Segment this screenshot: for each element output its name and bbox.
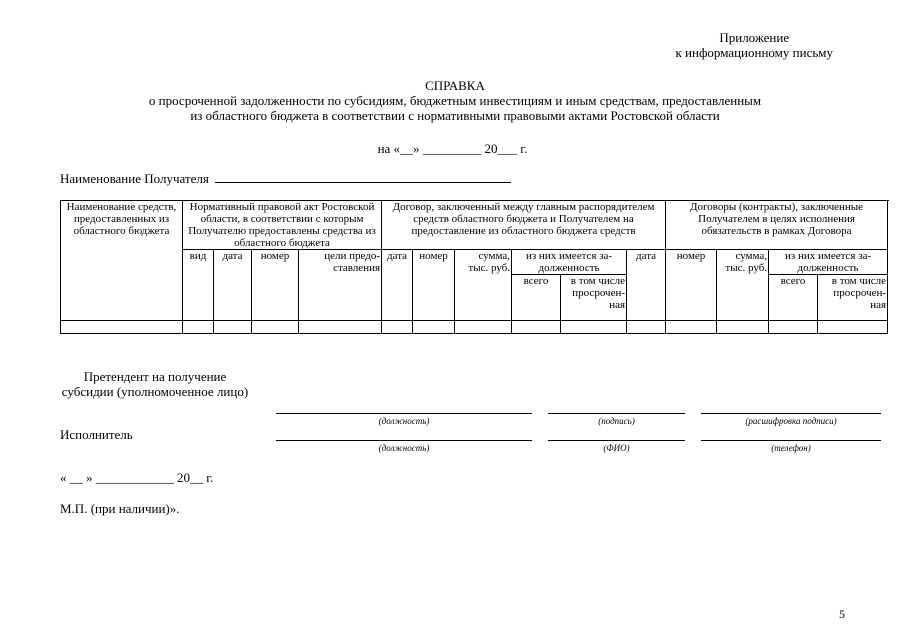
header-act-purpose: цели предо-ставления [299, 250, 382, 321]
recipient-blank-line [215, 170, 511, 183]
table-cell [61, 321, 183, 334]
header-contracts: Договоры (контракты), заключенные Получателем в целях исполнения обязательств в рамках Договора [666, 201, 888, 250]
applicant-decoding-caption: (расшифровка подписи) [745, 416, 837, 426]
header-agr-debt: из них имеется за-долженность [512, 250, 627, 275]
header-agr-sum: сумма, тыс. руб. [455, 250, 512, 321]
executor-name-line [548, 440, 685, 441]
table-cell [299, 321, 382, 334]
executor-name-caption: (ФИО) [603, 443, 630, 453]
header-con-overdue: в том числе просрочен-ная [818, 275, 888, 321]
executor-label: Исполнитель [60, 427, 133, 442]
table-cell [183, 321, 214, 334]
table-cell [413, 321, 455, 334]
header-legal-act: Нормативный правовой акт Ростовской области, в соответствии с которым Получателю предоставлены средства из областного бюджета [183, 201, 382, 250]
applicant-decoding-line [701, 413, 881, 414]
executor-phone-line [701, 440, 881, 441]
table-cell [561, 321, 627, 334]
table-cell [769, 321, 818, 334]
debt-table [60, 200, 888, 334]
header-act-number: номер [252, 250, 299, 321]
applicant-signature-caption: (подпись) [598, 416, 635, 426]
header-agr-date: дата [382, 250, 413, 321]
table-header-row-1 [61, 201, 888, 250]
header-con-number: номер [666, 250, 717, 321]
executor-position-caption: (должность) [378, 443, 430, 453]
executor-position-line [276, 440, 532, 441]
header-agr-overdue: в том числе просрочен-ная [561, 275, 627, 321]
header-act-type: вид [183, 250, 214, 321]
table-cell [214, 321, 252, 334]
header-con-total: всего [769, 275, 818, 321]
table-cell [252, 321, 299, 334]
header-agreement: Договор, заключенный между главным распорядителем средств областного бюджета и Получателем на предоставление из областного бюджета средств [382, 201, 666, 250]
recipient-label: Наименование Получателя [60, 171, 209, 186]
signature-date: « __ » ____________ 20__ г. [60, 470, 214, 485]
appendix-line-1: Приложение [719, 30, 790, 45]
appendix-line-2: к информационному письму [675, 45, 833, 60]
stamp-note: М.П. (при наличии)». [60, 501, 180, 516]
title-line-2: из областного бюджета в соответствии с нормативными правовыми актами Ростовской области [190, 108, 720, 123]
recipient-row [60, 170, 511, 187]
table-cell [512, 321, 561, 334]
header-agr-number: номер [413, 250, 455, 321]
applicant-position-line [276, 413, 532, 414]
applicant-signature-line [548, 413, 685, 414]
applicant-position-caption: (должность) [378, 416, 430, 426]
header-con-sum: сумма, тыс. руб. [717, 250, 769, 321]
title-heading: СПРАВКА [425, 78, 485, 93]
header-act-date: дата [214, 250, 252, 321]
table-cell [818, 321, 888, 334]
table-header-row-2 [61, 250, 888, 275]
header-agr-total: всего [512, 275, 561, 321]
table-cell [382, 321, 413, 334]
table-cell [717, 321, 769, 334]
executor-phone-caption: (телефон) [771, 443, 811, 453]
header-con-debt: из них имеется за-долженность [769, 250, 888, 275]
document-title [60, 78, 850, 123]
table-cell [455, 321, 512, 334]
header-con-date: дата [627, 250, 666, 321]
title-line-1: о просроченной задолженности по субсидиям, бюджетным инвестициям и иным средствам, предоставленным [148, 93, 762, 108]
table-row [61, 321, 888, 334]
applicant-label: Претендент на получение субсидии (уполномоченное лицо) [61, 369, 249, 399]
appendix-header [675, 30, 833, 60]
page-number: 5 [839, 607, 845, 621]
table-cell [627, 321, 666, 334]
date-line: на «__» _________ 20___ г. [377, 141, 528, 156]
header-funds-name: Наименование средств, предоставленных из областного бюджета [61, 201, 183, 321]
table-cell [666, 321, 717, 334]
